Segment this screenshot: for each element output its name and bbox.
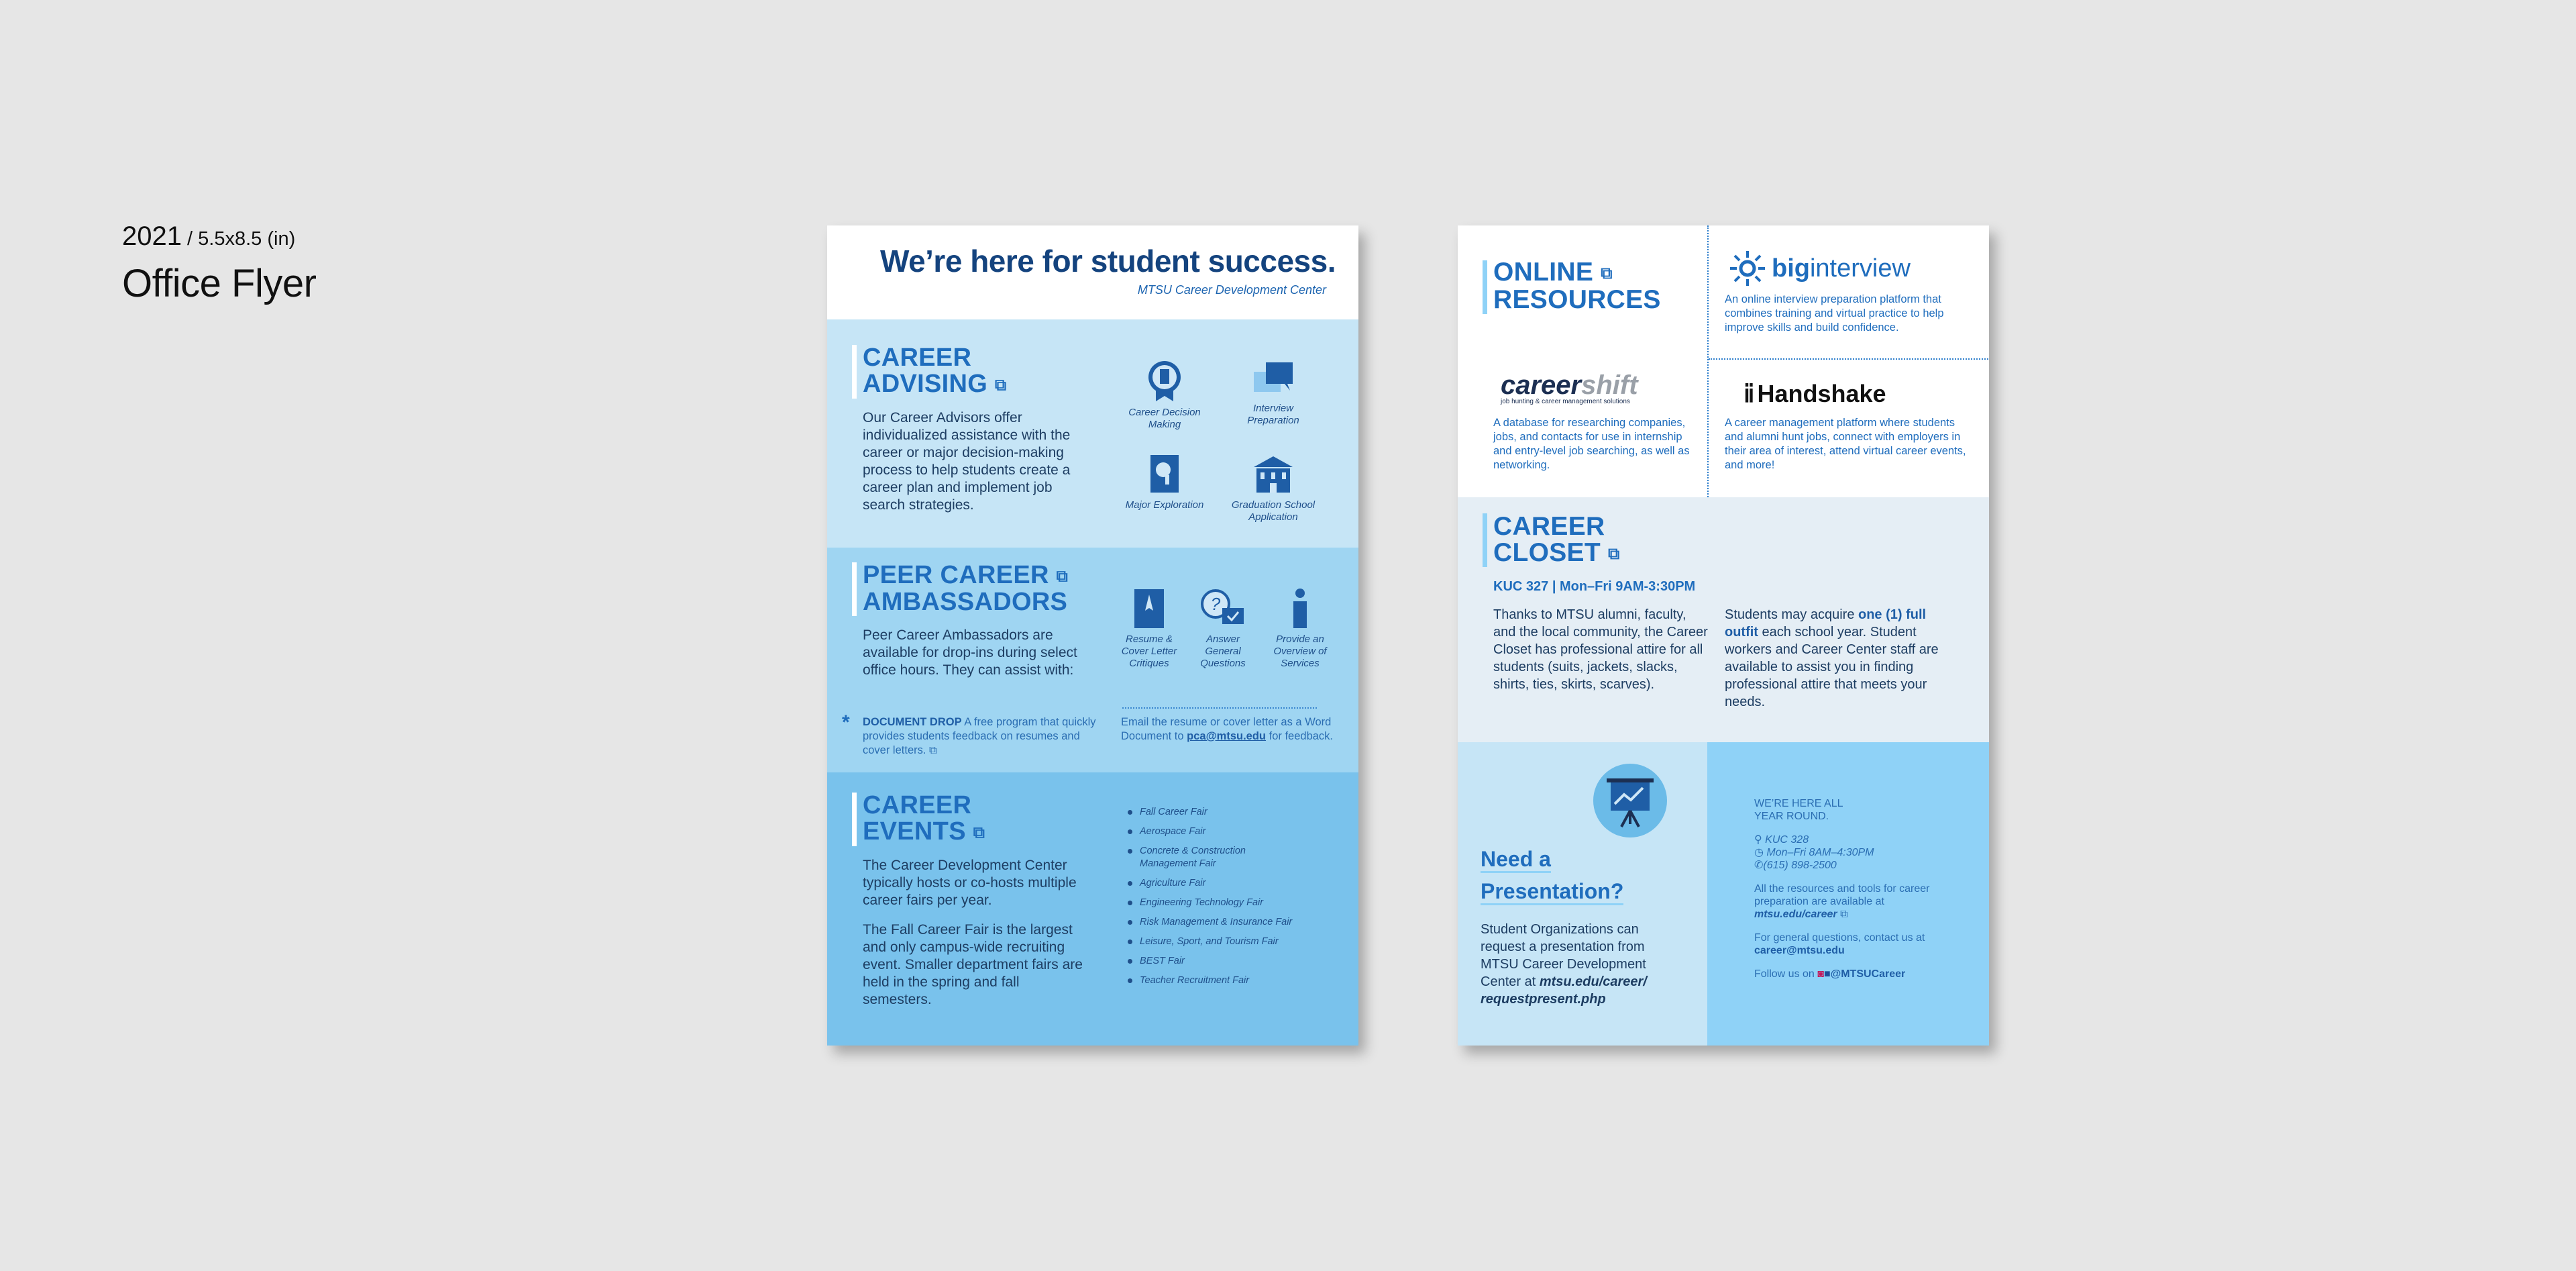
career-fair-item: Risk Management & Insurance Fair <box>1128 916 1302 929</box>
career-fair-item: Teacher Recruitment Fair <box>1128 974 1302 987</box>
resources-line: All the resources and tools for career preparation are available at mtsu.edu/career ⧉ <box>1754 883 1930 920</box>
major-exploration-icon: Major Exploration <box>1121 454 1208 511</box>
project-year: 2021 <box>122 221 182 251</box>
external-link-icon[interactable]: ⧉ <box>1601 264 1613 283</box>
section-accent-bar <box>852 345 857 399</box>
location-line: ⚲ KUC 328 <box>1754 834 1809 846</box>
social-handle[interactable]: @MTSUCareer <box>1830 968 1906 980</box>
section-accent-bar <box>852 562 857 616</box>
external-link-icon[interactable]: ⧉ <box>929 744 937 756</box>
biginterview-sun-icon <box>1729 250 1766 287</box>
instagram-icon[interactable]: ◙ <box>1817 968 1824 980</box>
online-resources-title: ONLINE ⧉ RESOURCES <box>1493 258 1661 315</box>
section-accent-bar <box>1483 513 1487 567</box>
project-meta <box>122 221 316 306</box>
headline: We’re here for student success. <box>879 244 1336 278</box>
external-link-icon[interactable]: ⧉ <box>973 823 985 842</box>
career-fair-item: BEST Fair <box>1128 955 1302 968</box>
phone-line: ✆(615) 898-2500 <box>1754 860 1837 871</box>
facebook-icon[interactable]: ■ <box>1823 968 1831 980</box>
external-link-icon[interactable]: ⧉ <box>994 376 1007 395</box>
presentation-link[interactable]: mtsu.edu/career/ requestpresent.php <box>1481 974 1647 1007</box>
presentation-panel <box>1458 742 1707 1046</box>
online-resources-panel <box>1458 225 1707 497</box>
events-title: CAREER EVENTS ⧉ <box>863 791 985 846</box>
divider <box>1709 358 1989 360</box>
events-body-1: The Career Development Center typically hosts or co-hosts multiple career fairs per year. <box>863 858 1077 908</box>
general-questions-icon: ? Answer General Questions <box>1189 588 1256 670</box>
career-fair-item: Fall Career Fair <box>1128 806 1302 819</box>
peer-body: Peer Career Ambassadors are available for drop-ins during select office hours. They can assist with: <box>863 627 1077 678</box>
advising-body: Our Career Advisors offer individualized assistance with the career or major decision-making process to help students create a career plan and implement job search strategies. <box>863 410 1071 513</box>
career-events-section <box>827 772 1358 1046</box>
clock-icon: ◷ <box>1754 847 1764 858</box>
career-advising-section <box>827 319 1358 548</box>
asterisk-icon: * <box>842 711 850 733</box>
project-title: Office Flyer <box>122 262 317 305</box>
closet-title: CAREER CLOSET ⧉ <box>1493 512 1620 567</box>
divider <box>1122 707 1317 709</box>
front-header <box>827 225 1358 319</box>
biginterview-description: An online interview preparation platform that combines training and virtual practice to help improve skills and build confidence. <box>1725 293 1944 334</box>
handshake-logo: ⅱ Handshake <box>1743 380 1886 407</box>
biginterview-logo: big interview <box>1729 250 1911 287</box>
document-drop-note: DOCUMENT DROP A free program that quickly provides students feedback on resumes and cover letters. ⧉ <box>863 716 1096 756</box>
partner-platforms-panel <box>1707 225 1989 497</box>
section-accent-bar <box>1483 260 1487 314</box>
social-line: Follow us on ◙■@MTSUCareer <box>1754 968 1906 980</box>
handshake-description: A career management platform where students and alumni hunt jobs, connect with employers in their area of interest, attend virtual career events, and more! <box>1725 417 1966 471</box>
career-fair-item: Agriculture Fair <box>1128 877 1302 890</box>
peer-title: PEER CAREER ⧉ AMBASSADORS <box>863 561 1069 617</box>
career-site-link[interactable]: mtsu.edu/career <box>1754 909 1837 920</box>
advising-title: CAREER ADVISING ⧉ <box>863 344 1007 398</box>
career-decision-icon: Career Decision Making <box>1121 360 1208 431</box>
closet-policy: Students may acquire one (1) full outfit each school year. Student workers and Career Center staff are available to assist you in finding professional attire that meets your needs. <box>1725 607 1939 709</box>
resume-critique-icon: Resume & Cover Letter Critiques <box>1116 588 1183 670</box>
presentation-title: Need a Presentation? <box>1481 843 1623 907</box>
subheadline: MTSU Career Development Center <box>1137 283 1326 297</box>
general-questions-line: For general questions, contact us at career@mtsu.edu <box>1754 932 1925 956</box>
overview-services-icon: Provide an Overview of Services <box>1263 588 1337 670</box>
external-link-icon[interactable]: ⧉ <box>1608 545 1620 564</box>
careershift-description: A database for researching companies, jobs, and contacts for use in internship and entry-level job searching, as well as networking. <box>1493 417 1690 471</box>
external-link-icon[interactable]: ⧉ <box>1056 567 1069 586</box>
career-email-link[interactable]: career@mtsu.edu <box>1754 945 1845 956</box>
grad-school-icon: Graduation School Application <box>1220 454 1327 523</box>
career-fair-item: Aerospace Fair <box>1128 825 1302 838</box>
presentation-body: Student Organizations can request a presentation from MTSU Career Development Center at mtsu.edu/career/ requestpresent.php <box>1481 922 1647 1007</box>
career-fair-list <box>1128 806 1302 994</box>
external-link-icon[interactable]: ⧉ <box>1840 909 1848 920</box>
email-note: Email the resume or cover letter as a Word Document to pca@mtsu.edu for feedback. <box>1121 716 1333 742</box>
events-body-2: The Fall Career Fair is the largest and only campus-wide recruiting event. Smaller department fairs are held in the spring and fall semesters. <box>863 922 1083 1007</box>
interview-prep-icon: Interview Preparation <box>1230 360 1317 427</box>
career-closet-section <box>1458 497 1989 742</box>
pca-email-link[interactable]: pca@mtsu.edu <box>1187 730 1267 742</box>
svg-text:?: ? <box>1210 594 1221 614</box>
closet-hours: KUC 327 | Mon–Fri 9AM-3:30PM <box>1493 579 1696 594</box>
careershift-logo: careershift job hunting & career management solutions <box>1501 370 1638 405</box>
flyer-front <box>827 225 1358 1046</box>
flyer-back <box>1458 225 1989 1046</box>
phone-icon: ✆ <box>1754 860 1764 871</box>
hours-line: ◷ Mon–Fri 8AM–4:30PM <box>1754 847 1874 858</box>
project-size: / 5.5x8.5 (in) <box>181 228 296 250</box>
section-accent-bar <box>852 793 857 846</box>
peer-ambassadors-section <box>827 548 1358 772</box>
contact-heading: WE’RE HERE ALL YEAR ROUND. <box>1754 798 1843 822</box>
career-fair-item: Leisure, Sport, and Tourism Fair <box>1128 935 1302 948</box>
career-fair-item: Engineering Technology Fair <box>1128 897 1302 909</box>
career-fair-item: Concrete & Construction Management Fair <box>1128 845 1302 870</box>
closet-description: Thanks to MTSU alumni, faculty, and the local community, the Career Closet has professional attire for all students (suits, jackets, slacks, shirts, ties, skirts, scarves). <box>1493 607 1708 692</box>
contact-panel <box>1707 742 1989 1046</box>
presentation-board-icon <box>1593 764 1667 837</box>
handshake-icon: ⅱ <box>1743 380 1754 407</box>
map-pin-icon: ⚲ <box>1754 834 1762 846</box>
